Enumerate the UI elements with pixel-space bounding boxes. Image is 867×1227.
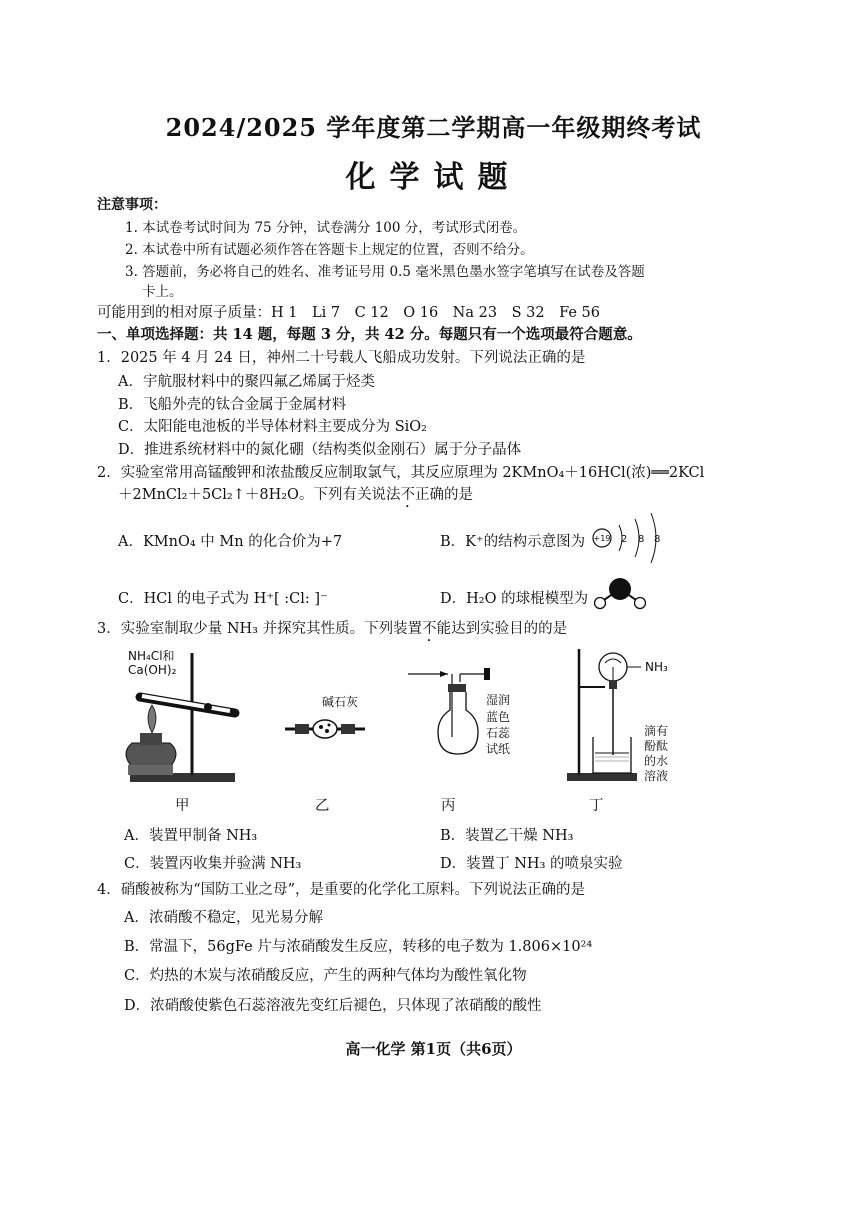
q2-option-a: A．KMnO₄ 中 Mn 的化合价为+7 <box>118 534 343 550</box>
q4-stem: 4．硝酸被称为“国防工业之母”，是重要的化学化工原料。下列说法正确的是 <box>97 882 586 898</box>
q3-option-a: A．装置甲制备 NH₃ <box>124 828 258 844</box>
apparatus-name-bing: 丙 <box>441 798 456 814</box>
exam-title: 2024/2025 学年度第二学期高一年级期终考试 <box>165 113 702 142</box>
apparatus-name-yi: 乙 <box>315 798 330 814</box>
k-ion-structure-diagram <box>592 505 672 565</box>
exam-subject: 化学试题 <box>345 160 522 195</box>
notice-item-2: 2. 本试卷中所有试题必须作答在答题卡上规定的位置，否则不给分。 <box>125 242 534 258</box>
q2-stem-line2: ＋2MnCl₂＋5Cl₂↑＋8H₂O。下列有关说法不正确的是 <box>118 487 473 503</box>
bing-label-1: 湿润 <box>486 693 511 707</box>
shell-electrons-1: 2 <box>621 534 628 545</box>
q1-option-a: A．宇航服材料中的聚四氟乙烯属于烃类 <box>118 374 375 390</box>
notice-heading: 注意事项： <box>97 197 167 213</box>
apparatus-yi <box>285 715 365 745</box>
ding-gas-label: NH₃ <box>645 660 668 674</box>
q3-option-c: C．装置丙收集并验满 NH₃ <box>124 856 302 872</box>
q4-option-a: A．浓硝酸不稳定，见光易分解 <box>124 910 323 926</box>
oxygen-atom <box>609 578 631 600</box>
q4-option-c: C．灼热的木炭与浓硝酸反应，产生的两种气体均为酸性氧化物 <box>124 968 527 984</box>
hydrogen-atom-left <box>595 598 606 609</box>
ding-label-2: 酚酞 <box>644 739 669 753</box>
notice-item-3-cont: 卡上。 <box>142 284 183 300</box>
shell-electrons-2: 8 <box>638 534 645 545</box>
bing-label-4: 试纸 <box>486 742 511 756</box>
ding-label-3: 的水 <box>644 754 669 768</box>
ding-label-1: 滴有 <box>644 724 669 738</box>
notice-item-1: 1. 本试卷考试时间为 75 分钟，试卷满分 100 分，考试形式闭卷。 <box>125 220 527 236</box>
bing-label-3: 石蕊 <box>486 726 511 740</box>
q3-option-d: D．装置丁 NH₃ 的喷泉实验 <box>440 856 623 872</box>
q4-option-d: D．浓硝酸使紫色石蕊溶液先变红后褪色，只体现了浓硝酸的酸性 <box>124 998 542 1014</box>
page-footer: 高一化学 第1页（共6页） <box>345 1040 522 1058</box>
apparatus-ding <box>565 645 645 785</box>
q2-option-d: D．H₂O 的球棍模型为 <box>440 591 589 607</box>
q1-option-c: C．太阳能电池板的半导体材料主要成分为 SiO₂ <box>118 419 427 435</box>
q2-stem-line1: 2．实验室常用高锰酸钾和浓盐酸反应制取氯气，其反应原理为 2KMnO₄＋16HCl(浓)══2KCl <box>97 465 705 481</box>
apparatus-name-ding: 丁 <box>589 798 604 814</box>
yi-label: 碱石灰 <box>322 695 359 709</box>
q1-option-d: D．推进系统材料中的氮化硼（结构类似金刚石）属于分子晶体 <box>118 442 522 458</box>
q1-stem: 1．2025 年 4 月 24 日，神州二十号载人飞船成功发射。下列说法正确的是 <box>97 350 586 366</box>
q3-option-b: B．装置乙干燥 NH₃ <box>440 828 574 844</box>
q4-option-b: B．常温下，56gFe 片与浓硝酸发生反应，转移的电子数为 1.806×10²⁴ <box>124 939 593 955</box>
q1-option-b: B．飞船外壳的钛合金属于金属材料 <box>118 397 347 413</box>
atomic-masses: 可能用到的相对原子质量：H 1 Li 7 C 12 O 16 Na 23 S 32 Fe 56 <box>97 305 600 321</box>
jia-reagent-line1: NH₄Cl和 <box>128 649 175 663</box>
ding-label-4: 溶液 <box>644 769 669 783</box>
apparatus-bing <box>408 662 498 772</box>
notice-item-3: 3. 答题前，务必将自己的姓名、准考证号用 0.5 毫米黑色墨水签字笔填写在试卷及答题 <box>125 264 645 280</box>
water-ball-stick-model <box>592 575 652 611</box>
nucleus-charge: +19 <box>593 534 611 543</box>
bing-label-2: 蓝色 <box>486 710 511 724</box>
section-heading: 一、单项选择题：共 14 题，每题 3 分，共 42 分。每题只有一个选项最符合题意。 <box>97 326 642 343</box>
hydrogen-atom-right <box>635 598 646 609</box>
apparatus-name-jia: 甲 <box>175 798 190 814</box>
shell-electrons-3: 8 <box>654 534 661 545</box>
q2-option-b: B．K⁺的结构示意图为 <box>440 534 586 550</box>
q2-option-c: C．HCl 的电子式为 H⁺[ :Cl: ]⁻ <box>118 591 328 607</box>
jia-reagent-line2: Ca(OH)₂ <box>128 663 177 677</box>
q3-stem: 3．实验室制取少量 NH₃ 并探究其性质。下列装置不能达到实验目的的是 <box>97 621 568 637</box>
